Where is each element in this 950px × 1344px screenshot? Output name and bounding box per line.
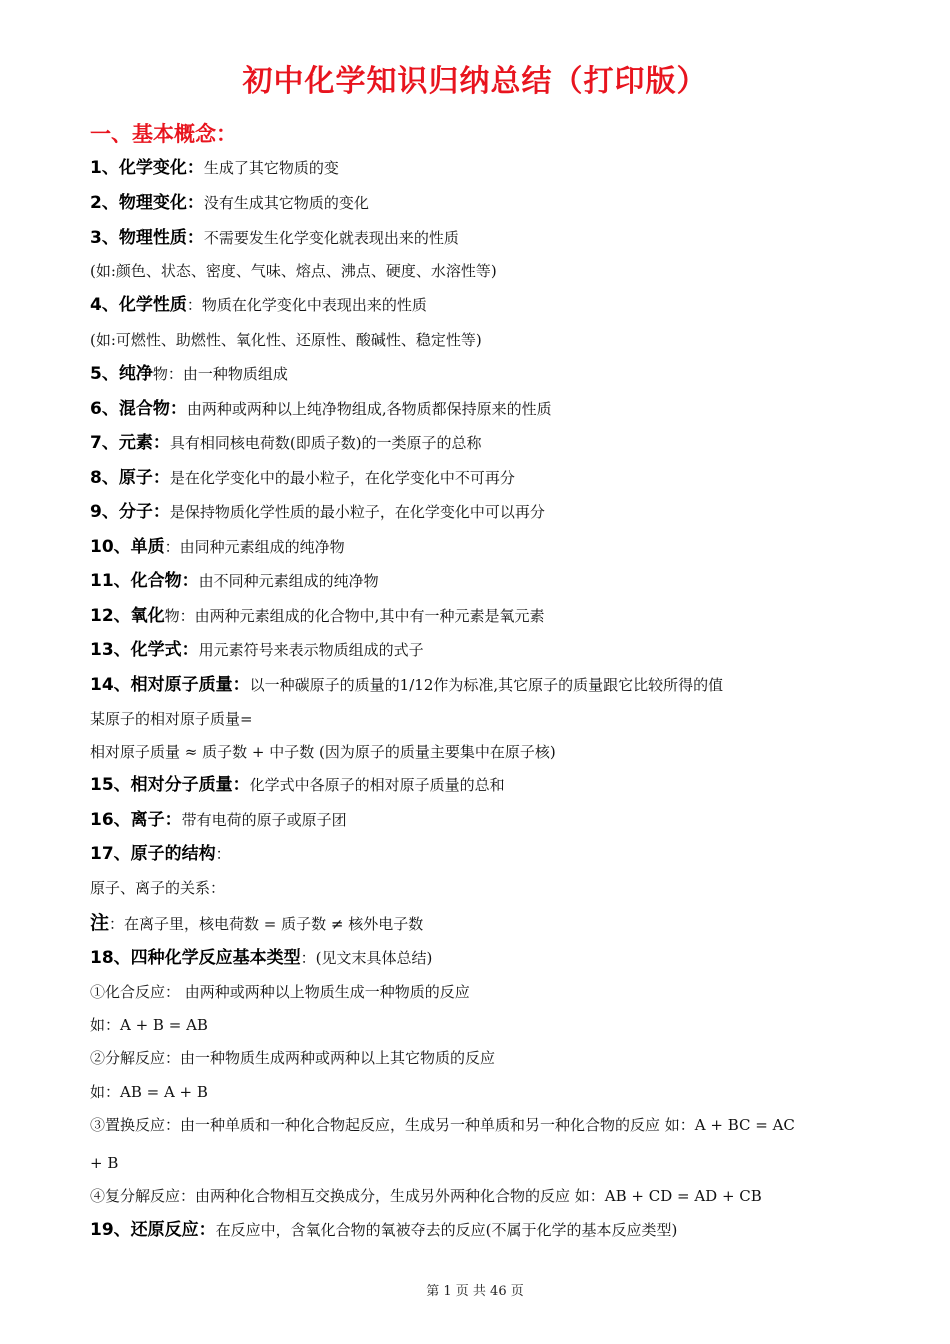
item-number: 1、 (90, 158, 119, 178)
concept-line (90, 774, 505, 796)
concept-line (90, 363, 288, 385)
item-description: ：在离子里，核电荷数 = 质子数 ≠ 核外电子数 (109, 915, 424, 933)
item-text: + B (90, 1154, 119, 1172)
concept-line (90, 1185, 762, 1207)
item-number: 10、 (90, 537, 131, 557)
item-text: ①化合反应： 由两种或两种以上物质生成一种物质的反应 (90, 983, 470, 1001)
item-text: 如：A + B = AB (90, 1016, 208, 1034)
item-term: 物理性质： (118, 228, 204, 248)
item-description: 生成了其它物质的变 (203, 159, 339, 177)
item-text: 如：AB = A + B (90, 1083, 208, 1101)
item-term: 原子： (118, 468, 170, 488)
item-description: 以一种碳原子的质量的1/12作为标准,其它原子的质量跟它比较所得的值 (249, 676, 724, 694)
item-number: 3、 (90, 228, 119, 248)
item-term: 原子的结构 (130, 844, 216, 864)
item-term: 分子： (118, 502, 170, 522)
concept-line (90, 329, 482, 351)
item-text: ④复分解反应：由两种化合物相互交换成分，生成另外两种化合物的反应 如：AB + CD = AD + CB (90, 1187, 762, 1205)
concept-line (90, 1219, 677, 1241)
item-term: 还原反应： (130, 1220, 216, 1240)
concept-line (90, 809, 347, 831)
item-number: 5、 (90, 364, 119, 384)
item-description: ：(见文末具体总结) (300, 949, 433, 967)
concept-line (90, 157, 339, 179)
item-description: 化学式中各原子的相对原子质量的总和 (249, 776, 505, 794)
item-term: 纯净 (118, 364, 153, 384)
concept-line (90, 708, 253, 730)
item-text: 原子、离子的关系： (90, 879, 226, 897)
concept-line (90, 294, 427, 316)
concept-line (90, 227, 459, 249)
item-number: 15、 (90, 775, 131, 795)
concept-line (90, 639, 424, 661)
item-number: 13、 (90, 640, 131, 660)
item-text: (如:颜色、状态、密度、气味、熔点、沸点、硬度、水溶性等) (90, 262, 497, 280)
item-term: 化合物： (130, 571, 199, 591)
concept-line (90, 981, 470, 1003)
concept-line (90, 260, 497, 282)
item-number: 18、 (90, 948, 131, 968)
item-term: 四种化学反应基本类型 (130, 948, 301, 968)
concept-line (90, 843, 231, 865)
document-title: 初中化学知识归纳总结（打印版） (242, 64, 708, 99)
item-number: 16、 (90, 810, 131, 830)
item-term: 氧化 (130, 606, 165, 626)
concept-line (90, 1114, 795, 1136)
concept-line (90, 398, 552, 420)
concept-line (90, 467, 515, 489)
item-number: 12、 (90, 606, 131, 626)
item-description: 物：由两种元素组成的化合物中,其中有一种元素是氧元素 (164, 607, 545, 625)
item-term: 混合物： (118, 399, 187, 419)
item-text: ③置换反应：由一种单质和一种化合物起反应，生成另一种单质和另一种化合物的反应 如：A + BC = AC (90, 1116, 795, 1134)
concept-line (90, 570, 379, 592)
item-number: 11、 (90, 571, 131, 591)
item-number: 4、 (90, 295, 119, 315)
item-number: 7、 (90, 433, 119, 453)
concept-line (90, 674, 723, 696)
item-term: 化学变化： (118, 158, 204, 178)
concept-line (90, 1014, 208, 1036)
item-description: 用元素符号来表示物质组成的式子 (198, 641, 424, 659)
note-label: 注 (90, 912, 110, 934)
concept-line (90, 501, 545, 523)
item-number: 6、 (90, 399, 119, 419)
item-term: 相对原子质量： (130, 675, 250, 695)
concept-line (90, 1047, 495, 1069)
item-description: ：物质在化学变化中表现出来的性质 (186, 296, 427, 314)
item-text: (如:可燃性、助燃性、氧化性、还原性、酸碱性、稳定性等) (90, 331, 482, 349)
concept-line (90, 912, 423, 935)
item-number: 8、 (90, 468, 119, 488)
item-description: 是在化学变化中的最小粒子，在化学变化中不可再分 (169, 469, 515, 487)
item-number: 17、 (90, 844, 131, 864)
item-number: 2、 (90, 193, 119, 213)
item-description: 带有电荷的原子或原子团 (181, 811, 347, 829)
item-text: 相对原子质量 ≈ 质子数 + 中子数 (因为原子的质量主要集中在原子核) (90, 743, 556, 761)
item-text: ②分解反应：由一种物质生成两种或两种以上其它物质的反应 (90, 1049, 496, 1067)
item-description: 不需要发生化学变化就表现出来的性质 (203, 229, 459, 247)
concept-line (90, 432, 482, 454)
item-description: ： (215, 845, 231, 863)
item-description: ：由同种元素组成的纯净物 (164, 538, 345, 556)
item-description: 没有生成其它物质的变化 (203, 194, 369, 212)
item-term: 化学性质 (118, 295, 187, 315)
item-term: 化学式： (130, 640, 199, 660)
item-term: 相对分子质量： (130, 775, 250, 795)
item-term: 单质 (130, 537, 165, 557)
item-description: 由两种或两种以上纯净物组成,各物质都保持原来的性质 (186, 400, 552, 418)
item-number: 19、 (90, 1220, 131, 1240)
concept-line (90, 877, 225, 899)
concept-line (90, 192, 369, 214)
item-description: 具有相同核电荷数(即质子数)的一类原子的总称 (169, 434, 482, 452)
concept-line (90, 605, 544, 627)
item-description: 物：由一种物质组成 (152, 365, 288, 383)
item-description: 是保持物质化学性质的最小粒子，在化学变化中可以再分 (169, 503, 545, 521)
item-term: 元素： (118, 433, 170, 453)
concept-line (90, 947, 432, 969)
item-term: 物理变化： (118, 193, 204, 213)
concept-line (90, 1152, 118, 1174)
item-number: 9、 (90, 502, 119, 522)
item-description: 由不同种元素组成的纯净物 (198, 572, 379, 590)
concept-line (90, 1081, 208, 1103)
concept-line (90, 741, 556, 763)
item-description: 在反应中，含氧化合物的氧被夺去的反应(不属于化学的基本反应类型) (215, 1221, 678, 1239)
item-text: 某原子的相对原子质量= (90, 710, 253, 728)
section-heading: 一、基本概念： (90, 122, 237, 146)
concept-line (90, 536, 345, 558)
item-term: 离子： (130, 810, 182, 830)
item-number: 14、 (90, 675, 131, 695)
page-footer: 第 1 页 共 46 页 (426, 1284, 524, 1299)
